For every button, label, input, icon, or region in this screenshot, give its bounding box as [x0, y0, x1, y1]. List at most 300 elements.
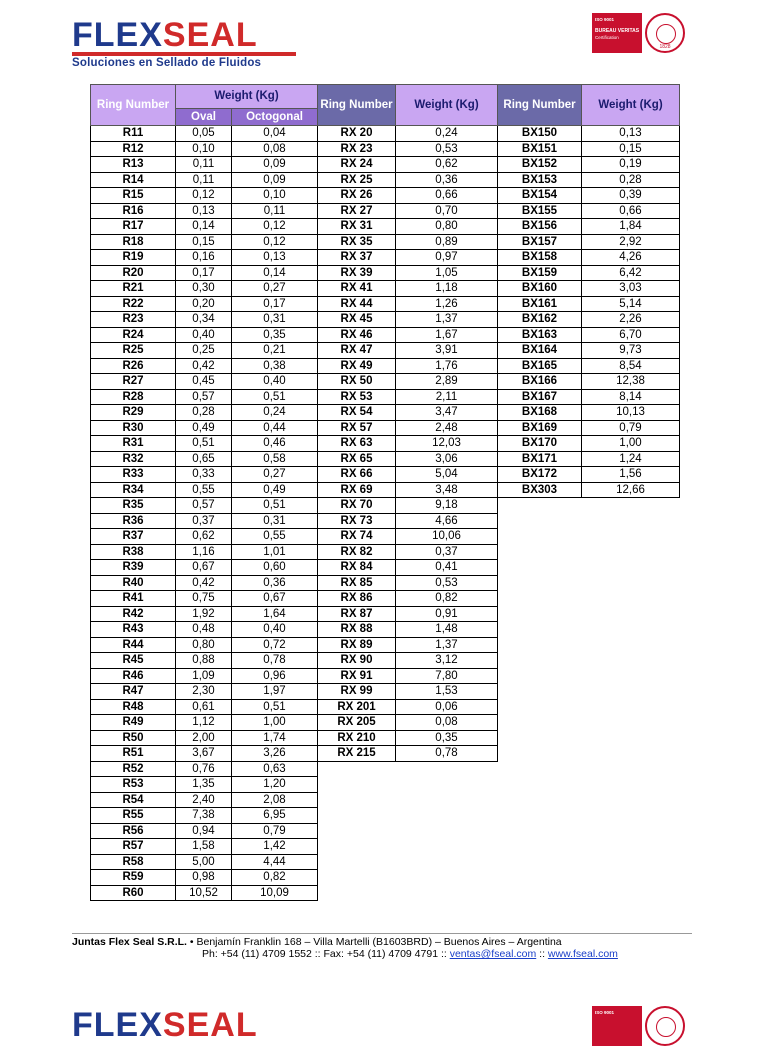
ring-number-cell: RX 205	[318, 715, 396, 731]
table-row	[318, 389, 498, 405]
ring-number-cell: RX 25	[318, 172, 396, 188]
ring-number-cell: R42	[91, 606, 176, 622]
weight-cell: 0,78	[232, 653, 318, 669]
weight-cell: 0,61	[176, 699, 232, 715]
weight-cell: 0,09	[232, 157, 318, 173]
table-row	[498, 172, 680, 188]
ring-number-cell: R17	[91, 219, 176, 235]
weight-cell: 3,91	[396, 343, 498, 359]
weight-cell: 0,94	[176, 823, 232, 839]
table-row	[91, 296, 318, 312]
weight-cell: 1,67	[396, 327, 498, 343]
ring-number-cell: RX 54	[318, 405, 396, 421]
ring-number-cell: BX165	[498, 358, 582, 374]
ring-number-cell: R56	[91, 823, 176, 839]
bv-seal-icon	[645, 13, 685, 53]
logo-flex: FLEX	[72, 1006, 163, 1044]
table-row	[498, 312, 680, 328]
ring-number-cell: R31	[91, 436, 176, 452]
weight-cell: 0,12	[176, 188, 232, 204]
weight-cell: 8,14	[582, 389, 680, 405]
table-row	[498, 482, 680, 498]
table-row	[91, 405, 318, 421]
ring-number-cell: R59	[91, 870, 176, 886]
table-row	[318, 250, 498, 266]
weight-cell: 3,12	[396, 653, 498, 669]
weight-cell: 12,66	[582, 482, 680, 498]
bx-ring-table	[497, 84, 680, 498]
weight-cell: 0,35	[396, 730, 498, 746]
table-row	[318, 343, 498, 359]
ring-number-cell: BX303	[498, 482, 582, 498]
weight-cell: 0,08	[232, 141, 318, 157]
weight-cell: 0,11	[176, 157, 232, 173]
weight-cell: 6,95	[232, 808, 318, 824]
ring-number-cell: R27	[91, 374, 176, 390]
ring-number-cell: BX162	[498, 312, 582, 328]
weight-cell: 0,17	[176, 265, 232, 281]
weight-cell: 0,60	[232, 560, 318, 576]
logo-flex: FLEX	[72, 16, 163, 54]
weight-cell: 2,48	[396, 420, 498, 436]
table-row	[318, 560, 498, 576]
ring-number-cell: R35	[91, 498, 176, 514]
weight-cell: 0,40	[232, 374, 318, 390]
weight-cell: 0,66	[582, 203, 680, 219]
weight-cell: 9,73	[582, 343, 680, 359]
ring-number-cell: RX 82	[318, 544, 396, 560]
weight-cell: 0,67	[232, 591, 318, 607]
table-row	[498, 281, 680, 297]
flexseal-logo	[72, 18, 296, 69]
table-row	[91, 761, 318, 777]
weight-cell: 3,06	[396, 451, 498, 467]
table-row	[91, 482, 318, 498]
weight-cell: 0,37	[176, 513, 232, 529]
logo-tagline: Soluciones en Sellado de Fluidos	[72, 57, 262, 69]
table-row	[91, 451, 318, 467]
table-row	[91, 575, 318, 591]
weight-cell: 0,41	[396, 560, 498, 576]
ring-number-cell: R18	[91, 234, 176, 250]
table-row	[318, 498, 498, 514]
table-row	[91, 792, 318, 808]
table-row	[498, 405, 680, 421]
ring-number-cell: R58	[91, 854, 176, 870]
weight-cell: 1,24	[582, 451, 680, 467]
table-row	[318, 312, 498, 328]
table-row	[91, 157, 318, 173]
ring-number-cell: BX169	[498, 420, 582, 436]
table-row	[498, 420, 680, 436]
weight-cell: 0,97	[396, 250, 498, 266]
ring-number-cell: RX 73	[318, 513, 396, 529]
weight-cell: 0,28	[176, 405, 232, 421]
ring-number-cell: R32	[91, 451, 176, 467]
ring-number-cell: R45	[91, 653, 176, 669]
ring-number-cell: RX 87	[318, 606, 396, 622]
ring-number-cell: RX 41	[318, 281, 396, 297]
bureau-veritas-badge	[592, 13, 696, 53]
table-row	[91, 343, 318, 359]
table-row	[318, 746, 498, 762]
table-row	[318, 265, 498, 281]
weight-cell: 1,18	[396, 281, 498, 297]
table-row	[91, 513, 318, 529]
weight-cell: 0,40	[176, 327, 232, 343]
ring-number-cell: RX 91	[318, 668, 396, 684]
table-row	[91, 281, 318, 297]
weight-cell: 3,47	[396, 405, 498, 421]
header-weight: Weight (Kg)	[176, 85, 318, 109]
table-row	[91, 250, 318, 266]
ring-number-cell: R60	[91, 885, 176, 901]
table-row	[91, 389, 318, 405]
weight-cell: 8,54	[582, 358, 680, 374]
ring-number-cell: R39	[91, 560, 176, 576]
weight-cell: 0,13	[582, 126, 680, 142]
weight-cell: 3,48	[396, 482, 498, 498]
weight-cell: 0,62	[396, 157, 498, 173]
website-link[interactable]: www.fseal.com	[547, 948, 618, 960]
weight-cell: 1,37	[396, 312, 498, 328]
weight-cell: 0,17	[232, 296, 318, 312]
table-row	[318, 653, 498, 669]
table-row	[498, 157, 680, 173]
weight-cell: 0,51	[176, 436, 232, 452]
table-row	[91, 684, 318, 700]
weight-cell: 1,05	[396, 265, 498, 281]
weight-cell: 1,48	[396, 622, 498, 638]
weight-cell: 0,55	[176, 482, 232, 498]
weight-cell: 0,89	[396, 234, 498, 250]
weight-cell: 1,20	[232, 777, 318, 793]
table-row	[91, 808, 318, 824]
logo-wordmark	[72, 18, 296, 52]
email-link[interactable]: ventas@fseal.com	[449, 948, 537, 960]
ring-number-cell: RX 46	[318, 327, 396, 343]
ring-number-cell: BX153	[498, 172, 582, 188]
ring-number-cell: R34	[91, 482, 176, 498]
weight-cell: 0,75	[176, 591, 232, 607]
header-oval: Oval	[176, 108, 232, 125]
table-row	[318, 436, 498, 452]
table-row	[91, 327, 318, 343]
ring-number-cell: R49	[91, 715, 176, 731]
table-row	[91, 885, 318, 901]
ring-number-cell: BX167	[498, 389, 582, 405]
ring-number-cell: RX 23	[318, 141, 396, 157]
footer-bullet: •	[186, 936, 197, 948]
header-weight: Weight (Kg)	[582, 85, 680, 126]
table-row	[91, 265, 318, 281]
table-row	[318, 281, 498, 297]
weight-cell: 0,57	[176, 389, 232, 405]
table-row	[318, 172, 498, 188]
weight-cell: 1,26	[396, 296, 498, 312]
weight-cell: 1,58	[176, 839, 232, 855]
weight-cell: 0,40	[232, 622, 318, 638]
weight-cell: 0,06	[396, 699, 498, 715]
weight-cell: 4,26	[582, 250, 680, 266]
ring-number-cell: RX 44	[318, 296, 396, 312]
table-row	[498, 203, 680, 219]
header-octogonal: Octogonal	[232, 108, 318, 125]
weight-cell: 5,04	[396, 467, 498, 483]
weight-cell: 0,31	[232, 513, 318, 529]
weight-cell: 4,44	[232, 854, 318, 870]
weight-cell: 0,79	[582, 420, 680, 436]
header-weight: Weight (Kg)	[396, 85, 498, 126]
ring-number-cell: R23	[91, 312, 176, 328]
ring-number-cell: R41	[91, 591, 176, 607]
ring-number-cell: R16	[91, 203, 176, 219]
weight-cell: 0,42	[176, 358, 232, 374]
ring-number-cell: R28	[91, 389, 176, 405]
table-row	[91, 467, 318, 483]
weight-cell: 0,11	[232, 203, 318, 219]
ring-number-cell: R12	[91, 141, 176, 157]
ring-number-cell: BX152	[498, 157, 582, 173]
ring-number-cell: RX 39	[318, 265, 396, 281]
ring-number-cell: RX 88	[318, 622, 396, 638]
weight-cell: 0,49	[176, 420, 232, 436]
ring-number-cell: BX166	[498, 374, 582, 390]
table-row	[498, 451, 680, 467]
weight-cell: 0,65	[176, 451, 232, 467]
table-row	[318, 575, 498, 591]
table-row	[91, 839, 318, 855]
weight-cell: 0,15	[176, 234, 232, 250]
ring-number-cell: RX 210	[318, 730, 396, 746]
weight-cell: 0,98	[176, 870, 232, 886]
bv-seal-year: 1828	[659, 44, 671, 50]
weight-cell: 0,20	[176, 296, 232, 312]
weight-cell: 3,26	[232, 746, 318, 762]
table-row	[498, 327, 680, 343]
weight-cell: 9,18	[396, 498, 498, 514]
ring-number-cell: RX 99	[318, 684, 396, 700]
weight-cell: 1,12	[176, 715, 232, 731]
ring-number-cell: BX150	[498, 126, 582, 142]
weight-cell: 0,31	[232, 312, 318, 328]
weight-cell: 4,66	[396, 513, 498, 529]
footer-address-text: Benjamín Franklin 168 – Villa Martelli (B1603BRD) – Buenos Aires – Argentina	[196, 936, 562, 948]
weight-cell: 12,38	[582, 374, 680, 390]
bv-red-box	[592, 13, 642, 53]
weight-cell: 0,36	[396, 172, 498, 188]
weight-cell: 1,64	[232, 606, 318, 622]
table-row	[318, 358, 498, 374]
table-row	[318, 668, 498, 684]
weight-cell: 3,03	[582, 281, 680, 297]
table-row	[318, 451, 498, 467]
table-row	[318, 622, 498, 638]
ring-number-cell: R44	[91, 637, 176, 653]
weight-cell: 6,70	[582, 327, 680, 343]
table-row	[91, 730, 318, 746]
ring-number-cell: BX151	[498, 141, 582, 157]
weight-cell: 1,84	[582, 219, 680, 235]
weight-cell: 10,06	[396, 529, 498, 545]
weight-cell: 2,26	[582, 312, 680, 328]
ring-number-cell: R43	[91, 622, 176, 638]
ring-number-cell: BX160	[498, 281, 582, 297]
header-ring-number: Ring Number	[91, 85, 176, 126]
table-row	[498, 296, 680, 312]
table-row	[91, 126, 318, 142]
table-row	[498, 250, 680, 266]
weight-cell: 0,62	[176, 529, 232, 545]
weight-cell: 2,89	[396, 374, 498, 390]
weight-cell: 1,35	[176, 777, 232, 793]
ring-number-cell: RX 84	[318, 560, 396, 576]
table-row	[318, 188, 498, 204]
weight-cell: 0,82	[232, 870, 318, 886]
table-row	[91, 498, 318, 514]
table-row	[318, 405, 498, 421]
ring-number-cell: BX157	[498, 234, 582, 250]
weight-cell: 0,58	[232, 451, 318, 467]
ring-number-cell: RX 66	[318, 467, 396, 483]
table-row	[91, 606, 318, 622]
footer-phone: Ph: +54 (11) 4709 1552 :: Fax: +54 (11) 4709 4791 ::	[202, 948, 450, 960]
weight-cell: 0,10	[232, 188, 318, 204]
table-row	[318, 637, 498, 653]
weight-cell: 0,19	[582, 157, 680, 173]
ring-number-cell: R19	[91, 250, 176, 266]
weight-cell: 1,56	[582, 467, 680, 483]
table-row	[498, 467, 680, 483]
bv-name: BUREAU VERITAS	[595, 28, 640, 34]
table-row	[318, 730, 498, 746]
weight-cell: 0,37	[396, 544, 498, 560]
table-row	[91, 436, 318, 452]
ring-number-cell: R11	[91, 126, 176, 142]
ring-number-cell: BX170	[498, 436, 582, 452]
weight-cell: 0,28	[582, 172, 680, 188]
table-row	[91, 823, 318, 839]
table-row	[318, 684, 498, 700]
ring-number-cell: RX 69	[318, 482, 396, 498]
ring-number-cell: RX 50	[318, 374, 396, 390]
ring-number-cell: R24	[91, 327, 176, 343]
bureau-veritas-badge-next-page	[592, 1006, 696, 1046]
ring-number-cell: R14	[91, 172, 176, 188]
ring-number-cell: BX161	[498, 296, 582, 312]
weight-cell: 0,11	[176, 172, 232, 188]
weight-cell: 2,11	[396, 389, 498, 405]
ring-number-cell: R21	[91, 281, 176, 297]
table-row	[91, 234, 318, 250]
table-row	[318, 327, 498, 343]
weight-cell: 1,00	[582, 436, 680, 452]
weight-cell: 0,79	[232, 823, 318, 839]
footer-contact	[202, 948, 618, 960]
ring-number-cell: BX172	[498, 467, 582, 483]
table-row	[498, 389, 680, 405]
weight-cell: 0,57	[176, 498, 232, 514]
ring-number-cell: RX 86	[318, 591, 396, 607]
weight-cell: 0,38	[232, 358, 318, 374]
header-ring-number: Ring Number	[498, 85, 582, 126]
weight-cell: 1,76	[396, 358, 498, 374]
weight-cell: 0,70	[396, 203, 498, 219]
weight-cell: 1,97	[232, 684, 318, 700]
weight-cell: 10,09	[232, 885, 318, 901]
ring-number-cell: RX 215	[318, 746, 396, 762]
weight-cell: 0,80	[176, 637, 232, 653]
weight-cell: 3,67	[176, 746, 232, 762]
weight-cell: 7,38	[176, 808, 232, 824]
table-row	[318, 513, 498, 529]
weight-cell: 2,40	[176, 792, 232, 808]
weight-cell: 0,05	[176, 126, 232, 142]
table-row	[318, 482, 498, 498]
bv-cert: Certification	[595, 35, 619, 40]
ring-number-cell: R50	[91, 730, 176, 746]
ring-number-cell: R48	[91, 699, 176, 715]
weight-cell: 0,88	[176, 653, 232, 669]
table-row	[498, 126, 680, 142]
ring-number-cell: RX 31	[318, 219, 396, 235]
weight-cell: 1,37	[396, 637, 498, 653]
ring-number-cell: RX 89	[318, 637, 396, 653]
rx-ring-table	[317, 84, 498, 762]
weight-cell: 0,14	[176, 219, 232, 235]
table-row	[498, 358, 680, 374]
ring-number-cell: RX 63	[318, 436, 396, 452]
table-row	[318, 715, 498, 731]
ring-number-cell: RX 47	[318, 343, 396, 359]
ring-number-cell: BX154	[498, 188, 582, 204]
weight-cell: 0,10	[176, 141, 232, 157]
weight-cell: 0,25	[176, 343, 232, 359]
table-row	[318, 141, 498, 157]
table-row	[91, 777, 318, 793]
weight-cell: 2,30	[176, 684, 232, 700]
table-row	[318, 203, 498, 219]
ring-number-cell: RX 90	[318, 653, 396, 669]
table-row	[91, 420, 318, 436]
weight-cell: 0,13	[232, 250, 318, 266]
table-row	[498, 343, 680, 359]
table-row	[91, 854, 318, 870]
weight-cell: 0,80	[396, 219, 498, 235]
weight-cell: 0,44	[232, 420, 318, 436]
weight-cell: 0,24	[396, 126, 498, 142]
table-row	[318, 529, 498, 545]
ring-number-cell: BX159	[498, 265, 582, 281]
table-row	[91, 203, 318, 219]
weight-cell: 0,78	[396, 746, 498, 762]
weight-cell: 0,63	[232, 761, 318, 777]
ring-number-cell: R20	[91, 265, 176, 281]
ring-number-cell: RX 26	[318, 188, 396, 204]
weight-cell: 0,48	[176, 622, 232, 638]
ring-number-cell: BX155	[498, 203, 582, 219]
weight-cell: 0,30	[176, 281, 232, 297]
bv-iso: ISO 9001	[595, 17, 615, 22]
weight-cell: 1,01	[232, 544, 318, 560]
table-row	[318, 374, 498, 390]
ring-number-cell: BX156	[498, 219, 582, 235]
ring-number-cell: BX168	[498, 405, 582, 421]
ring-number-cell: R54	[91, 792, 176, 808]
weight-cell: 0,21	[232, 343, 318, 359]
ring-number-cell: BX158	[498, 250, 582, 266]
weight-cell: 6,42	[582, 265, 680, 281]
